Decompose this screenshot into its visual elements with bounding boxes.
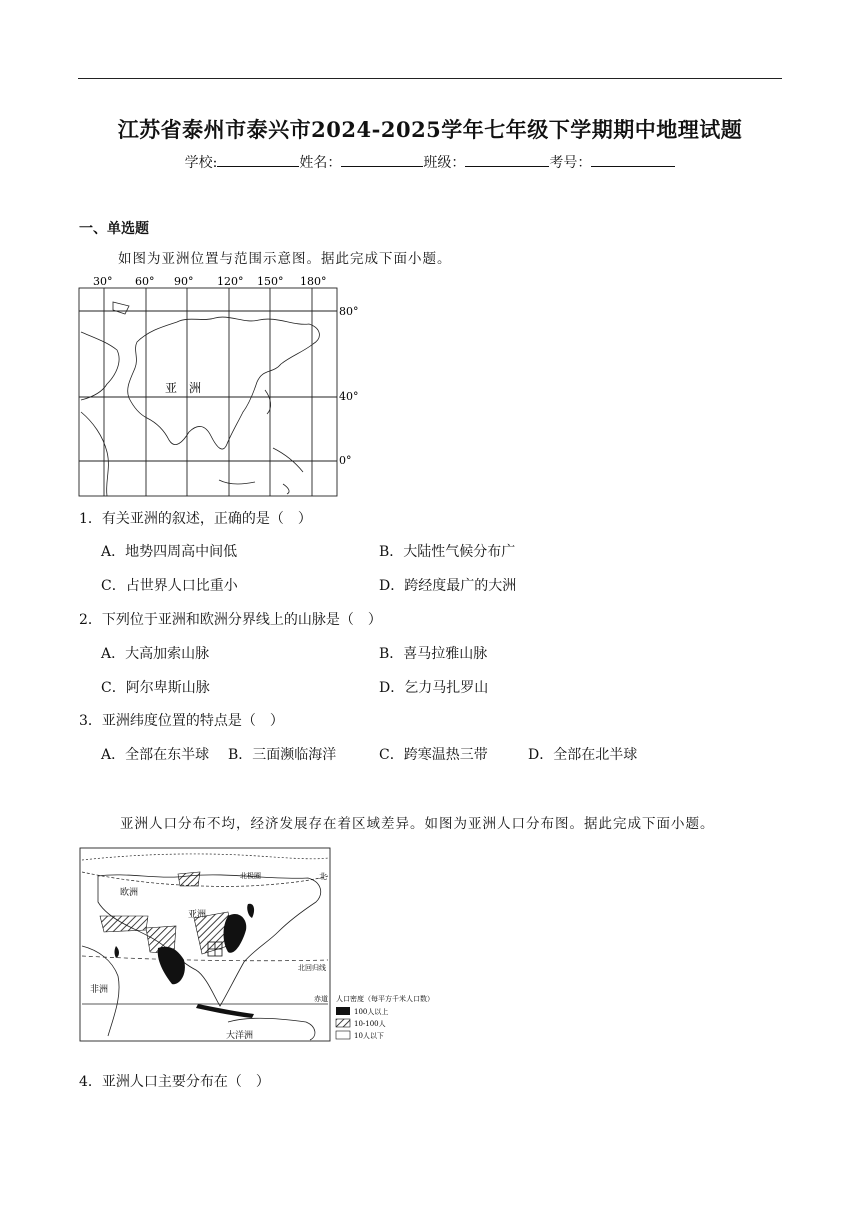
option[interactable]: B．喜马拉雅山脉 [379,646,488,662]
option[interactable]: A．地势四周高中间低 [101,544,238,560]
question-3: 3．亚洲纬度位置的特点是（ ） [79,713,284,729]
group2-intro: 亚洲人口分布不均，经济发展存在着区域差异。如图为亚洲人口分布图。据此完成下面小题。 [120,816,715,832]
school-blank[interactable] [217,154,299,167]
legend-swatch-high [336,1007,350,1015]
legend-title: 人口密度（每平方千米人口数） [336,995,434,1003]
name-blank[interactable] [341,154,423,167]
region-label: 亚 洲 [165,381,202,395]
legend-swatch-medium [336,1019,350,1027]
asia-population-map [78,846,458,1044]
number-blank[interactable] [591,154,675,167]
question-2: 2．下列位于亚洲和欧洲分界线上的山脉是（ ） [79,612,382,628]
lon-label: 30° [93,275,113,288]
label-africa: 非洲 [90,985,109,995]
option[interactable]: C．跨寒温热三带 [379,747,488,763]
lon-label: 180° [300,275,327,288]
section-title: 一、单选题 [79,221,149,237]
lon-label: 90° [174,275,194,288]
legend-item: 10-100人 [354,1020,386,1028]
lon-label: 120° [217,275,244,288]
lat-label: 40° [339,390,359,403]
option[interactable]: C．占世界人口比重小 [101,578,238,594]
class-blank[interactable] [465,154,549,167]
option[interactable]: A．全部在东半球 [101,747,210,763]
name-label: 姓名： [299,155,342,171]
top-rule [78,78,782,79]
school-label: 学校: [184,155,218,171]
label-arctic-circle: 北极圈 [240,872,261,880]
option[interactable]: B．大陆性气候分布广 [379,544,516,560]
question-4: 4．亚洲人口主要分布在（ ） [79,1074,270,1090]
class-label: 班级： [423,155,466,171]
group1-intro: 如图为亚洲位置与范围示意图。据此完成下面小题。 [118,251,452,267]
tropic-line [82,956,328,961]
question-1: 1．有关亚洲的叙述，正确的是（ ） [79,511,312,527]
legend-swatch-low [336,1031,350,1039]
option[interactable]: A．大高加索山脉 [101,646,210,662]
option[interactable]: C．阿尔卑斯山脉 [101,680,210,696]
option[interactable]: D．跨经度最广的大洲 [379,578,517,594]
option[interactable]: D．乞力马扎罗山 [379,680,489,696]
lat-label: 0° [339,454,352,467]
option[interactable]: B．三面濒临海洋 [228,747,337,763]
label-asia: 亚洲 [188,910,207,920]
number-label: 考号： [549,155,592,171]
label-equator: 赤道 [314,995,328,1003]
label-north: 北 [319,872,327,881]
arctic-circle-line [82,872,328,886]
legend-item: 100人以上 [354,1008,389,1016]
legend [336,994,434,1040]
legend-item: 10人以下 [354,1032,384,1040]
lon-label: 60° [135,275,155,288]
option[interactable]: D．全部在北半球 [528,747,638,763]
lon-label: 150° [257,275,284,288]
arctic-circle-line [82,854,328,860]
asia-coastline [81,302,319,496]
lat-label: 80° [339,305,359,318]
page-title: 江苏省泰州市泰兴市2024-2025学年七年级下学期期中地理试题 [117,117,743,142]
asia-location-map [77,272,362,498]
student-info-line [0,152,860,172]
label-oceania: 大洋洲 [226,1031,254,1041]
label-tropic: 北回归线 [298,964,326,972]
label-europe: 欧洲 [120,888,139,898]
